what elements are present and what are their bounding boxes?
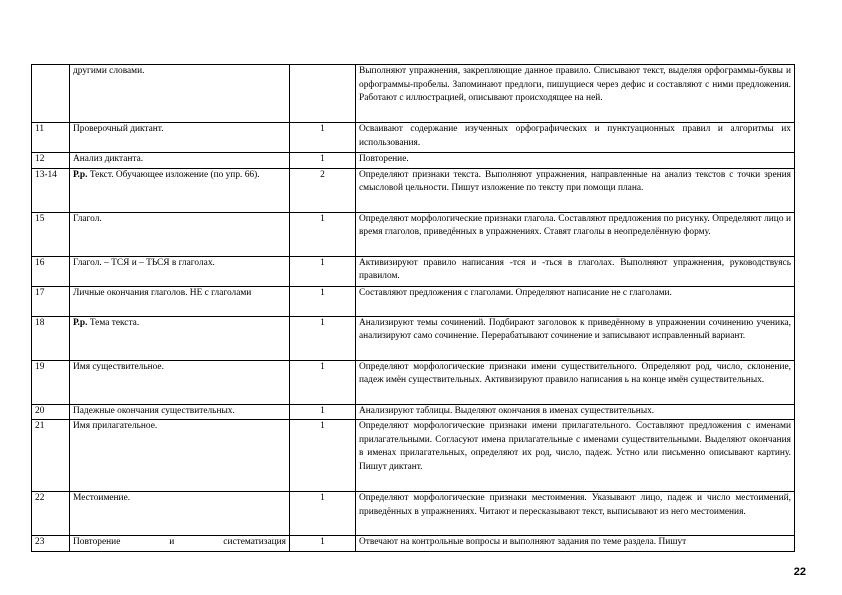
- lesson-activity: Определяют признаки текста. Выполняют упражнения, направленные на анализ текстов с точки зрения смысловой цельности. Пишут изложение по тексту при помощи плана.: [356, 168, 795, 212]
- lesson-activity: Повторение.: [356, 153, 795, 169]
- lesson-number: 18: [32, 316, 70, 360]
- lesson-activity: Определяют морфологические признаки местоимения. Указывают лицо, падеж и число местоимений, приведённых в упражнениях. Читают и пересказывают текст, выписывают из него местоимения.: [356, 492, 795, 536]
- lesson-number: 17: [32, 286, 70, 316]
- lesson-topic: [70, 316, 290, 360]
- lesson-number: 16: [32, 256, 70, 286]
- lesson-activity: Осваивают содержание изученных орфографических и пунктуационных правил и алгоритмы их использования.: [356, 123, 795, 153]
- table-row: [32, 360, 795, 404]
- table-row: [32, 212, 795, 256]
- lesson-topic: Глагол.: [70, 212, 290, 256]
- lesson-plan-table: [31, 64, 795, 552]
- lesson-hours: 2: [290, 168, 356, 212]
- table-row: [32, 536, 795, 552]
- table-row: [32, 168, 795, 212]
- table-row: [32, 492, 795, 536]
- lesson-number: 20: [32, 404, 70, 420]
- table-row: [32, 286, 795, 316]
- table-row: [32, 65, 795, 123]
- lesson-activity: Составляют предложения с глаголами. Определяют написание не с глаголами.: [356, 286, 795, 316]
- lesson-topic: другими словами.: [70, 65, 290, 123]
- lesson-topic: [70, 536, 290, 552]
- lesson-activity: Отвечают на контрольные вопросы и выполняют задания по теме раздела. Пишут: [356, 536, 795, 552]
- lesson-hours: 1: [290, 404, 356, 420]
- lesson-hours: 1: [290, 420, 356, 492]
- lesson-number: 22: [32, 492, 70, 536]
- lesson-hours: 1: [290, 492, 356, 536]
- lesson-topic: Проверочный диктант.: [70, 123, 290, 153]
- lesson-hours: 1: [290, 256, 356, 286]
- lesson-activity: Определяют морфологические признаки имени существительного. Определяют род, число, склонение, падеж имён существительных. Активизируют правило написания ь на конце имён существительных.: [356, 360, 795, 404]
- lesson-activity: Определяют морфологические признаки глагола. Составляют предложения по рисунку. Определяют лицо и время глаголов, приведённых в упражнениях. Ставят глаголы в неопределённую форму.: [356, 212, 795, 256]
- lesson-activity: Анализируют темы сочинений. Подбирают заголовок к приведённому в упражнении сочинению ученика, анализируют само сочинение. Перерабатывают сочинение и записывают исправленный вариант.: [356, 316, 795, 360]
- lesson-topic-text: Тема текста.: [89, 317, 140, 328]
- lesson-hours: 1: [290, 212, 356, 256]
- lesson-activity: Определяют морфологические признаки имени прилагательного. Составляют предложения с именами прилагательными. Согласуют имена прилагательные с именами существительными. Выделяют окончания в именах прилагательных, определяют их род, число, падеж. Устно или письменно описывают картину. Пишут диктант.: [356, 420, 795, 492]
- lesson-hours: 1: [290, 286, 356, 316]
- lesson-hours: 1: [290, 153, 356, 169]
- lesson-topic: Анализ диктанта.: [70, 153, 290, 169]
- lesson-topic: Личные окончания глаголов. НЕ с глаголами: [70, 286, 290, 316]
- table-row: [32, 123, 795, 153]
- lesson-activity: Анализируют таблицы. Выделяют окончания в именах существительных.: [356, 404, 795, 420]
- speech-development-prefix: Р.р.: [73, 317, 88, 328]
- lesson-topic: Имя существительное.: [70, 360, 290, 404]
- table-row: [32, 316, 795, 360]
- lesson-number: 11: [32, 123, 70, 153]
- table-row: [32, 404, 795, 420]
- lesson-topic: Местоимение.: [70, 492, 290, 536]
- lesson-activity: Активизируют правило написания -тся и -ться в глаголах. Выполняют упражнения, руководствуясь правилом.: [356, 256, 795, 286]
- lesson-number: 15: [32, 212, 70, 256]
- lesson-number: 19: [32, 360, 70, 404]
- lesson-hours: 1: [290, 123, 356, 153]
- lesson-topic: Падежные окончания существительных.: [70, 404, 290, 420]
- table-row: [32, 420, 795, 492]
- lesson-hours: [290, 65, 356, 123]
- page-number: 22: [793, 566, 806, 578]
- speech-development-prefix: Р.р.: [73, 169, 88, 180]
- lesson-number: [32, 65, 70, 123]
- lesson-number: 12: [32, 153, 70, 169]
- table-row: [32, 256, 795, 286]
- lesson-number: 13-14: [32, 168, 70, 212]
- lesson-topic: Имя прилагательное.: [70, 420, 290, 492]
- lesson-topic-text: Текст. Обучающее изложение (по упр. 66).: [89, 169, 260, 180]
- lesson-topic-text: Повторение и систематизация: [73, 537, 286, 548]
- lesson-hours: 1: [290, 316, 356, 360]
- lesson-number: 21: [32, 420, 70, 492]
- lesson-hours: 1: [290, 536, 356, 552]
- lesson-hours: 1: [290, 360, 356, 404]
- table-row: [32, 153, 795, 169]
- lesson-activity: Выполняют упражнения, закрепляющие данное правило. Списывают текст, выделяя орфограммы-буквы и орфограммы-пробелы. Запоминают предлоги, пишущиеся через дефис и составляют с ними предложения. Работают с иллюстрацией, описывают происходящее на ней.: [356, 65, 795, 123]
- lesson-topic: [70, 168, 290, 212]
- lesson-topic: Глагол. – ТСЯ и – ТЬСЯ в глаголах.: [70, 256, 290, 286]
- lesson-number: 23: [32, 536, 70, 552]
